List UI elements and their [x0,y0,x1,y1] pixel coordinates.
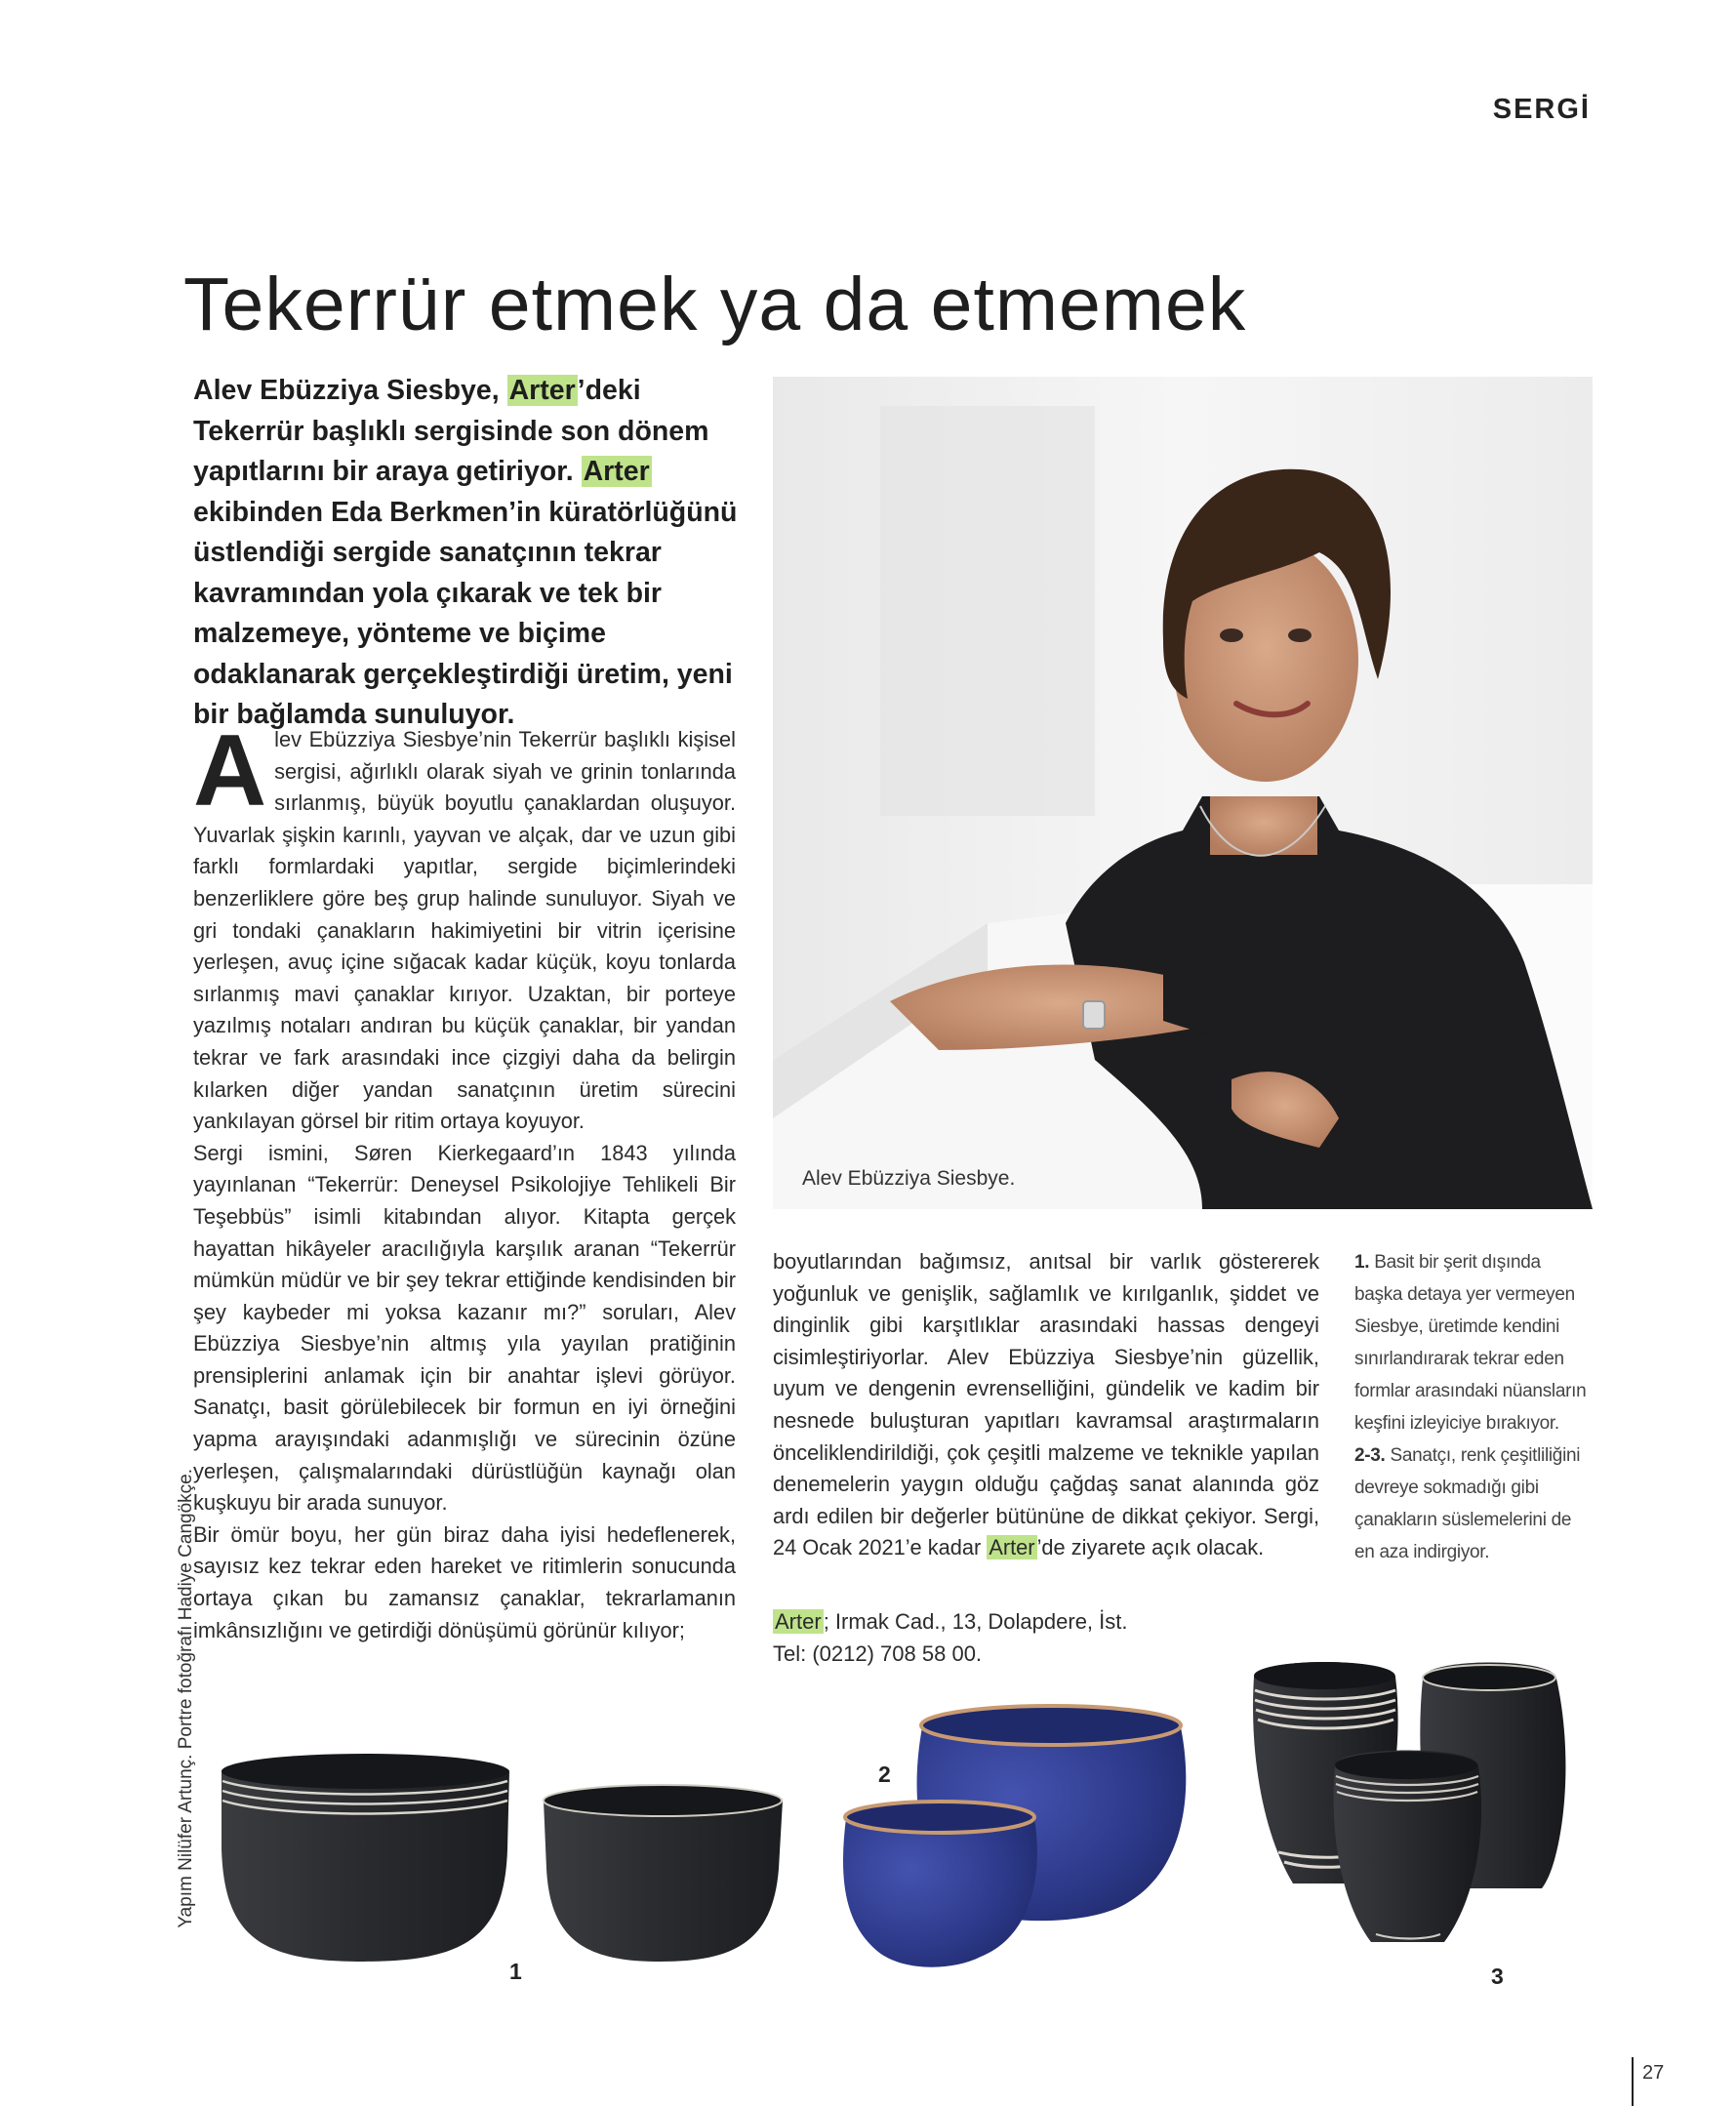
caption-text: Sanatçı, renk çeşitliliğini devreye sokmadığı gibi çanakların süslemelerini de en aza indirgiyor. [1354,1445,1581,1562]
section-label: SERGİ [1492,94,1591,125]
figure-3-vases [1249,1649,1581,1989]
article-title: Tekerrür etmek ya da etmemek [183,263,1247,346]
figure-label-2: 2 [878,1762,891,1787]
article-lead [193,371,740,736]
drop-cap: A [193,714,267,828]
dark-bowls-image [217,1742,802,1966]
figure-1-bowls [217,1742,802,1984]
portrait-photo [773,377,1593,1209]
venue-highlight: Arter [583,456,650,487]
body-text: boyutlarından bağımsız, anıtsal bir varlık göstererek yoğunluk ve genişlik, sağlamlık ve kırılganlık, şiddet ve dinginlik gibi karşıtlıklar arasındaki hassas dengeyi cisimleştiriyorlar. Alev Ebüzziya Siesbye’nin güzellik, uyum ve dengenin evrenselliğini, gündelik ve kadim bir nesnede buluşturan yapıtları kavramsal araştırmaların önceliklendirildiği, çok çeşitli malzeme ve teknikle yapılan denemelerin yaygın olduğu çağdaş sanat alanında göz ardı edilen bir değerler bütününe de dikkat çekiyor. Sergi, 24 Ocak 2021’e kadar [773,1249,1319,1560]
dark-vases-image [1249,1649,1581,1952]
venue-highlight: Arter [989,1535,1035,1560]
lead-text-3: ekibinden Eda Berkmen’in küratörlüğünü üstlendiği sergide sanatçının tekrar kavramından yola çıkarak ve tek bir malzemeye, yönteme ve biçime odaklanarak gerçekleştirdiği üretim, yeni bir bağlamda sunuluyor. [193,496,738,730]
figure-label-3: 3 [1491,1964,1504,1989]
photo-credit: Yapım Nilüfer Artunç. Portre fotoğrafı Hadiye Cangökçe. [176,1469,196,1928]
venue-highlight: Arter [508,375,576,406]
address-street: ; Irmak Cad., 13, Dolapdere, İst. [823,1609,1128,1634]
body-paragraph [193,714,736,1138]
caption-number: 2-3. [1354,1445,1386,1466]
photo-credit-strip [146,1469,196,1966]
body-paragraph [773,1246,1319,1564]
address-line [773,1605,1319,1638]
caption-1 [1354,1246,1589,1439]
blue-bowls-image [834,1693,1205,1986]
body-paragraph: Sergi ismini, Søren Kierkegaard’ın 1843 yılında yayınlanan “Tekerrür: Deneysel Psikolojiye Tehlikeli Bir Teşebbüs” isimli kitabından alıyor. Kitapta gerçek hayattan hikâyeler aracılığıyla karşılık aranan “Tekerrür mümkün müdür ve bir şey tekrar ettiğinde kendisinden bir şey kaybeder mi yoksa kazanır mı?” soruları, Alev Ebüzziya Siesbye’nin altmış yıla yayılan pratiğinin prensiplerini anlamak için bir anahtar işlevi görüyor. Sanatçı, basit görülebilecek bir formun en iyi örneğini yapma arayışındaki adanmışlığı ve sürecinin özüne yerleşen, çalışmalarındaki dürüstlüğün kaynağı olan kuşkuyu bir arada sunuyor. [193,1140,736,1516]
body-text: lev Ebüzziya Siesbye’nin Tekerrür başlıklı kişisel sergisi, ağırlıklı olarak siyah ve grinin tonlarında sırlanmış, büyük boyutlu çanaklardan oluşuyor. Yuvarlak şişkin karınlı, yayvan ve alçak, dar ve uzun gibi farklı formlardaki yapıtlar, sergide biçimlerindeki benzerliklere göre beş grup halinde sunuluyor. Siyah ve gri tondaki çanakların hakimiyetini bir vitrin içerisine yerleşen, avuç içine sığacak kadar küçük, koyu tonlarda sırlanmış mavi çanaklar kırıyor. Uzaktan, bir porteye yazılmış notaları andıran bu küçük çanaklar, bir yandan tekrar ve fark arasındaki ince çizgiyi daha da belirgin kılarken diğer yandan sanatçının üretim sürecini yankılayan görsel bir ritim ortaya koyuyor. [193,727,736,1134]
portrait-illustration [773,377,1593,1209]
venue-address [773,1605,1319,1670]
body-paragraph: Bir ömür boyu, her gün biraz daha iyisi hedeflenerek, sayısız kez tekrar eden hareket ve ritimlerin sonucunda ortaya çıkan bu zamansız çanaklar, tekrarlamanın imkânsızlığını ve getirdiği dönüşümü görünür kılıyor; [193,1521,736,1642]
lead-text-1: Alev Ebüzziya Siesbye, [193,375,507,406]
caption-text: Basit bir şerit dışında başka detaya yer vermeyen Siesbye, üretimde kendini sınırlandırarak tekrar eden formlar arasındaki nüansların keşfini izleyiciye bırakıyor. [1354,1252,1587,1434]
figure-2-bowls [834,1693,1205,1986]
body-text: ’de ziyarete açık olacak. [1036,1535,1265,1560]
page-number-rule [1632,2057,1634,2106]
caption-2 [1354,1439,1589,1568]
figure-label-1: 1 [509,1959,522,1984]
venue-phone: Tel: (0212) 708 58 00. [773,1641,983,1666]
lead-text-2: ’deki Tekerrür başlıklı sergisinde son dönem yapıtlarını bir araya getiriyor. [193,375,709,487]
figure-captions [1354,1246,1589,1568]
photo-caption: Alev Ebüzziya Siesbye. [802,1167,1016,1190]
venue-highlight: Arter [775,1609,822,1634]
caption-number: 1. [1354,1252,1370,1273]
body-column-2 [773,1246,1319,1564]
page-number: 27 [1642,2062,1665,2084]
body-column-1 [193,714,736,1646]
